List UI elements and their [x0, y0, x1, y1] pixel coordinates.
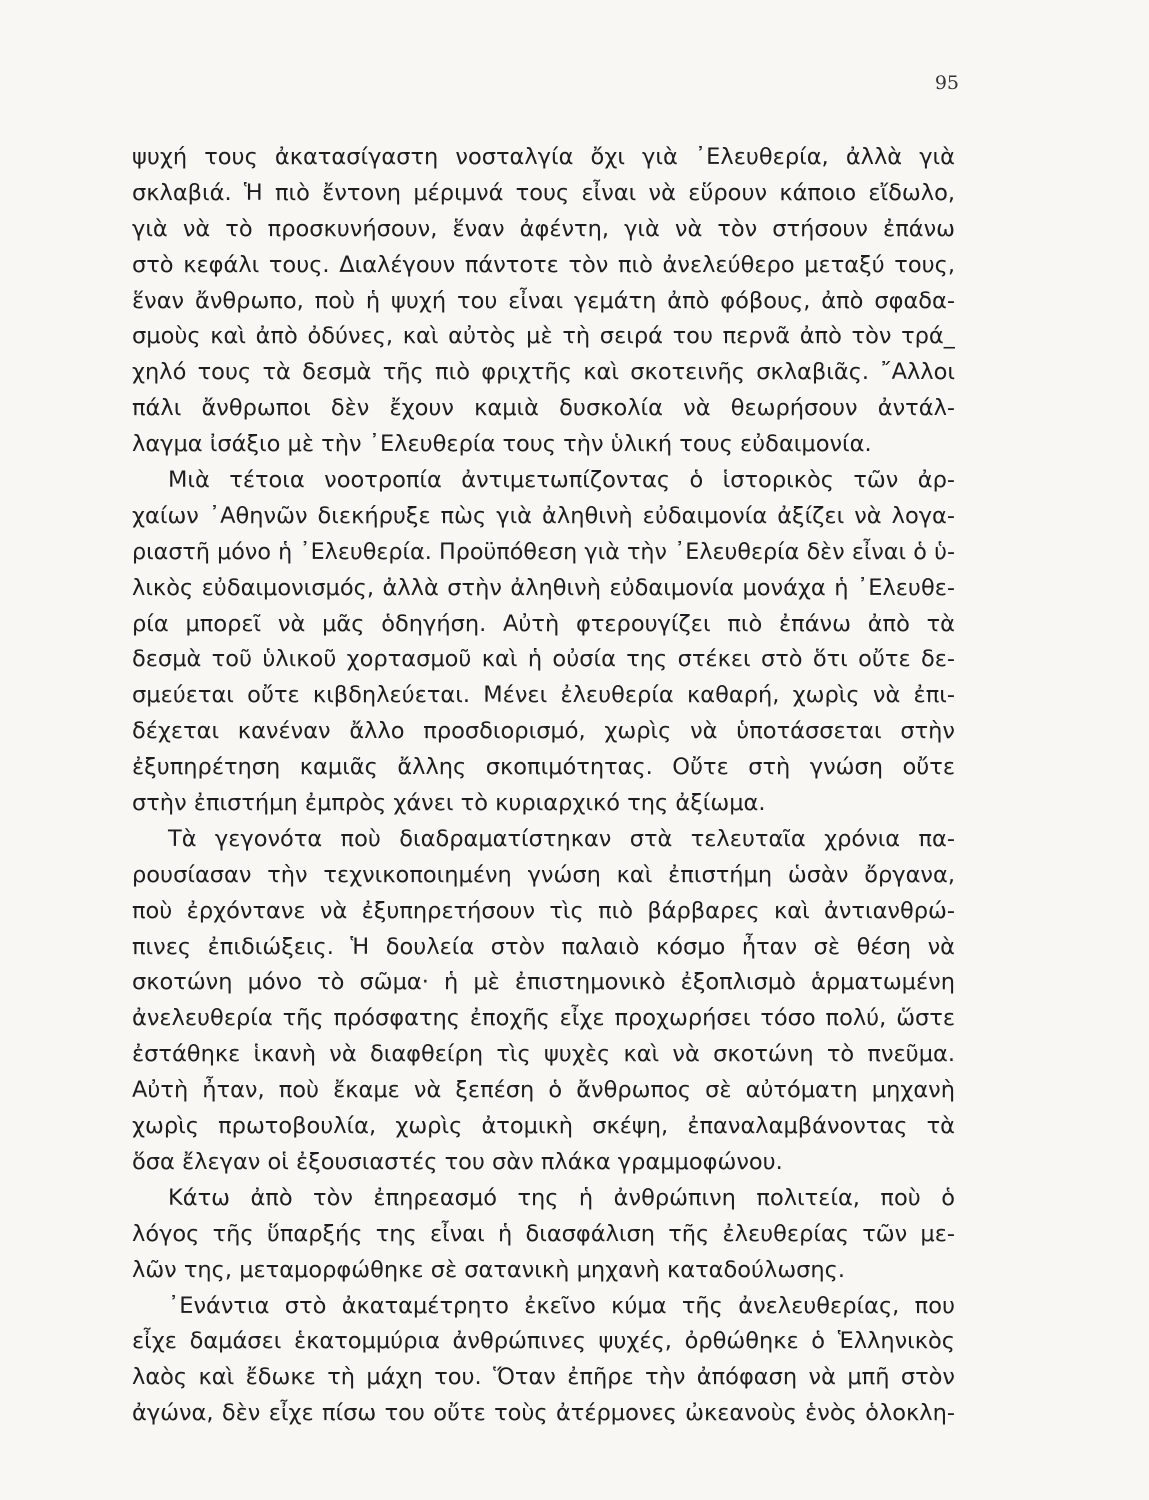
- text-line: ᾿Ενάντια στὸ ἀκαταμέτρητο ἐκεῖνο κύμα τῆς ἀνελευθερίας, που: [168, 1292, 955, 1319]
- text-line: χαίων ᾿Αθηνῶν διεκήρυξε πὼς γιὰ ἀληθινὴ εὐδαιμονία ἀξίζει νὰ λογα-: [132, 502, 955, 529]
- text-line: Κάτω ἀπὸ τὸν ἐπηρεασμό της ἡ ἀνθρώπινη πολιτεία, ποὺ ὁ: [168, 1184, 955, 1211]
- text-line: πινες ἐπιδιώξεις. Ἡ δουλεία στὸν παλαιὸ κόσμο ἦταν σὲ θέση νὰ: [132, 933, 955, 960]
- text-line: Μιὰ τέτοια νοοτροπία ἀντιμετωπίζοντας ὁ ἱστορικὸς τῶν ἀρ-: [168, 467, 955, 494]
- text-line: χηλό τους τὰ δεσμὰ τῆς πιὸ φριχτῆς καὶ σκοτεινῆς σκλαβιᾶς. ῎Αλλοι: [132, 359, 955, 386]
- text-line: λαγμα ἰσάξιο μὲ τὴν ᾿Ελευθερία τους τὴν ὑλική τους εὐδαιμονία.: [132, 431, 872, 458]
- text-line: εἶχε δαμάσει ἑκατομμύρια ἀνθρώπινες ψυχές, ὀρθώθηκε ὁ Ἑλληνικὸς: [132, 1328, 955, 1355]
- text-line: ριαστῆ μόνο ἡ ᾿Ελευθερία. Προϋπόθεση γιὰ τὴν ᾿Ελευθερία δὲν εἶναι ὁ ὑ-: [132, 538, 955, 565]
- body-text: [132, 140, 955, 1432]
- text-line: λόγος τῆς ὕπαρξής της εἶναι ἡ διασφάλιση τῆς ἐλευθερίας τῶν με-: [132, 1220, 955, 1247]
- text-line: Αὐτὴ ἦταν, ποὺ ἔκαμε νὰ ξεπέση ὁ ἄνθρωπος σὲ αὐτόματη μηχανὴ: [132, 1077, 955, 1104]
- text-line: ποὺ ἐρχόντανε νὰ ἐξυπηρετήσουν τὶς πιὸ βάρβαρες καὶ ἀντιανθρώ-: [132, 897, 955, 924]
- text-line: στὴν ἐπιστήμη ἐμπρὸς χάνει τὸ κυριαρχικό της ἀξίωμα.: [132, 790, 766, 817]
- text-line: λαὸς καὶ ἔδωκε τὴ μάχη του. Ὅταν ἐπῆρε τὴν ἀπόφαση νὰ μπῆ στὸν: [132, 1364, 955, 1391]
- text-line: λῶν της, μεταμορφώθηκε σὲ σατανικὴ μηχανὴ καταδούλωσης.: [132, 1256, 846, 1283]
- text-line: ρία μπορεῖ νὰ μᾶς ὁδηγήση. Αὐτὴ φτερουγίζει πιὸ ἐπάνω ἀπὸ τὰ: [132, 610, 955, 637]
- text-line: ψυχή τους ἀκατασίγαστη νοσταλγία ὄχι γιὰ ᾿Ελευθερία, ἀλλὰ γιὰ: [132, 144, 955, 170]
- text-line: λικὸς εὐδαιμονισμός, ἀλλὰ στὴν ἀληθινὴ εὐδαιμονία μονάχα ἡ ᾿Ελευθε-: [132, 574, 955, 601]
- text-line: δεσμὰ τοῦ ὑλικοῦ χορτασμοῦ καὶ ἡ οὐσία της στέκει στὸ ὅτι οὔτε δε-: [132, 646, 955, 673]
- text-line: ἐξυπηρέτηση καμιᾶς ἄλλης σκοπιμότητας. Οὔτε στὴ γνώση οὔτε: [132, 754, 955, 781]
- text-line: χωρὶς πρωτοβουλία, χωρὶς ἀτομικὴ σκέψη, ἐπαναλαμβάνοντας τὰ: [132, 1113, 955, 1140]
- text-line: ὅσα ἔλεγαν οἱ ἐξουσιαστές του σὰν πλάκα γραμμοφώνου.: [132, 1148, 783, 1175]
- page-number: 95: [934, 72, 959, 94]
- text-line: σκλαβιά. Ἡ πιὸ ἔντονη μέριμνά τους εἶναι νὰ εὕρουν κάποιο εἴδωλο,: [132, 179, 955, 206]
- text-line: σμοὺς καὶ ἀπὸ ὀδύνες, καὶ αὐτὸς μὲ τὴ σειρά του περνᾶ ἀπὸ τὸν τρά_: [132, 323, 955, 350]
- text-line: δέχεται κανέναν ἄλλο προσδιορισμό, χωρὶς νὰ ὑποτάσσεται στὴν: [132, 718, 955, 745]
- text-line: στὸ κεφάλι τους. Διαλέγουν πάντοτε τὸν πιὸ ἀνελεύθερο μεταξύ τους,: [132, 251, 955, 278]
- text-line: ἀνελευθερία τῆς πρόσφατης ἐποχῆς εἶχε προχωρήσει τόσο πολύ, ὥστε: [132, 1005, 955, 1032]
- text-line: σμεύεται οὔτε κιβδηλεύεται. Μένει ἐλευθερία καθαρή, χωρὶς νὰ ἐπι-: [132, 682, 955, 709]
- text-line: ρουσίασαν τὴν τεχνικοποιημένη γνώση καὶ ἐπιστήμη ὡσὰν ὄργανα,: [132, 861, 955, 888]
- text-line: ἕναν ἄνθρωπο, ποὺ ἡ ψυχή του εἶναι γεμάτη ἀπὸ φόβους, ἀπὸ σφαδα-: [132, 287, 955, 314]
- text-line: πάλι ἄνθρωποι δὲν ἔχουν καμιὰ δυσκολία νὰ θεωρήσουν ἀντάλ-: [132, 395, 955, 422]
- text-line: ἀγώνα, δὲν εἶχε πίσω του οὔτε τοὺς ἀτέρμονες ὠκεανοὺς ἑνὸς ὁλοκλη-: [132, 1400, 955, 1427]
- text-line: ἐστάθηκε ἱκανὴ νὰ διαφθείρη τὶς ψυχὲς καὶ νὰ σκοτώνη τὸ πνεῦμα.: [132, 1041, 955, 1068]
- text-line: γιὰ νὰ τὸ προσκυνήσουν, ἕναν ἀφέντη, γιὰ νὰ τὸν στήσουν ἐπάνω: [132, 215, 955, 242]
- text-line: Τὰ γεγονότα ποὺ διαδραματίστηκαν στὰ τελευταῖα χρόνια πα-: [168, 825, 955, 852]
- text-line: σκοτώνη μόνο τὸ σῶμα· ἡ μὲ ἐπιστημονικὸ ἐξοπλισμὸ ἁρματωμένη: [132, 969, 955, 996]
